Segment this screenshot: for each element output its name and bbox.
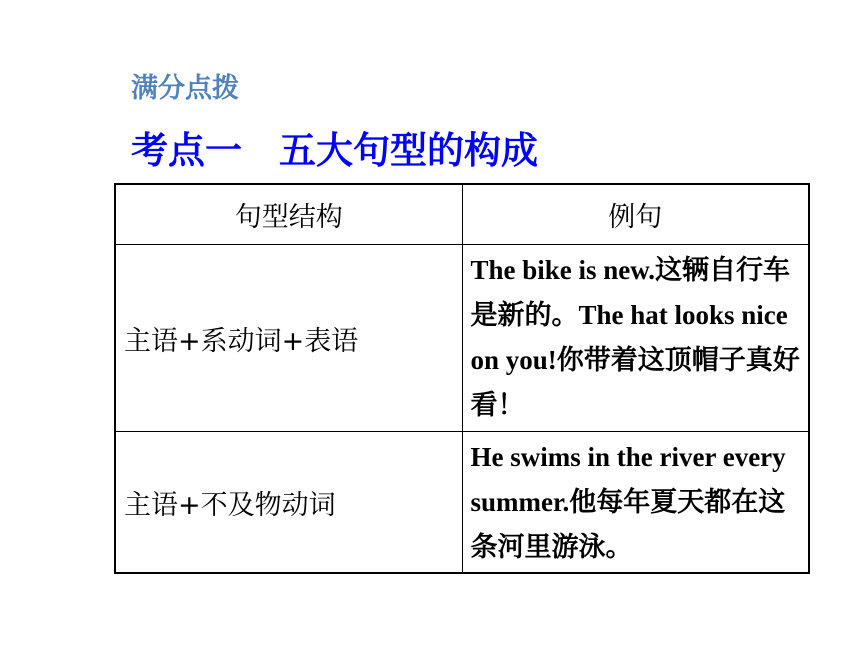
table-row [115, 432, 809, 574]
sentence-pattern-table [114, 183, 810, 574]
header-example: 例句 [462, 184, 809, 245]
example-cell: The bike is new.这辆自行车是新的。The hat looks nice on you!你带着这顶帽子真好看！ [462, 245, 809, 432]
page-title: 考点一 五大句型的构成 [131, 129, 538, 172]
header-pattern: 句型结构 [115, 184, 462, 245]
section-subheading: 满分点拨 [131, 73, 239, 104]
pattern-cell: 主语+不及物动词 [115, 432, 462, 574]
table-header-row [115, 184, 809, 245]
pattern-cell: 主语+系动词+表语 [115, 245, 462, 432]
table-row [115, 245, 809, 432]
example-cell: He swims in the river every summer.他每年夏天都在这条河里游泳。 [462, 432, 809, 574]
